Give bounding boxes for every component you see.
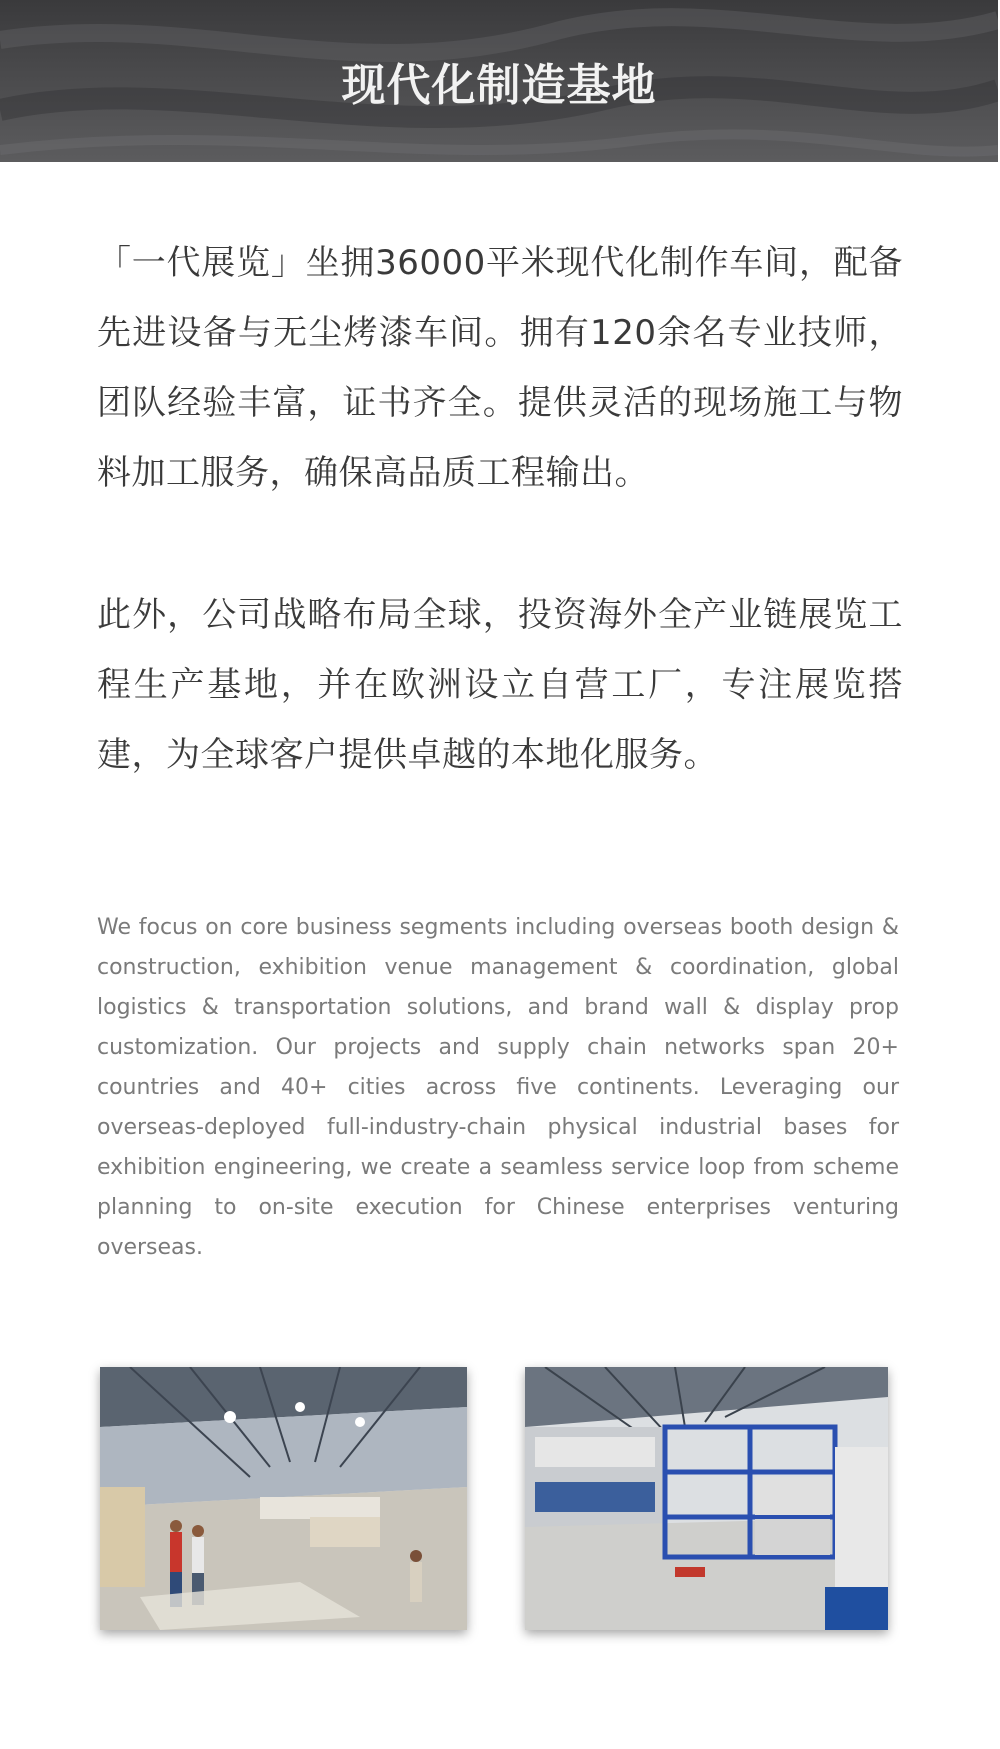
workshop-floor-photo [100, 1367, 467, 1630]
business-paragraph-en: We focus on core business segments including overseas booth design & construction, exhibition venue management & coordination, global logistics & transportation solutions, and brand wall & display prop customization. Our projects and supply chain networks span 20+ countries and 40+ cities across five continents. Leveraging our overseas-deployed full-industry-chain physical industrial bases for exhibition engineering, we create a seamless service loop from scheme planning to on-site execution for Chinese enterprises venturing overseas. [97, 915, 899, 1260]
header-banner [0, 0, 998, 162]
global-paragraph-cn: 此外，公司战略布局全球，投资海外全产业链展览工程生产基地，并在欧洲设立自营工厂，专注展览搭建，为全球客户提供卓越的本地化服务。 [97, 595, 903, 775]
page-title: 现代化制造基地 [341, 60, 657, 111]
intro-paragraph-cn: 「一代展览」坐拥36000平米现代化制作车间，配备先进设备与无尘烤漆车间。拥有120余名专业技师，团队经验丰富，证书齐全。提供灵活的现场施工与物料加工服务，确保高品质工程输出。 [97, 243, 903, 493]
warehouse-racks-photo [525, 1367, 888, 1630]
